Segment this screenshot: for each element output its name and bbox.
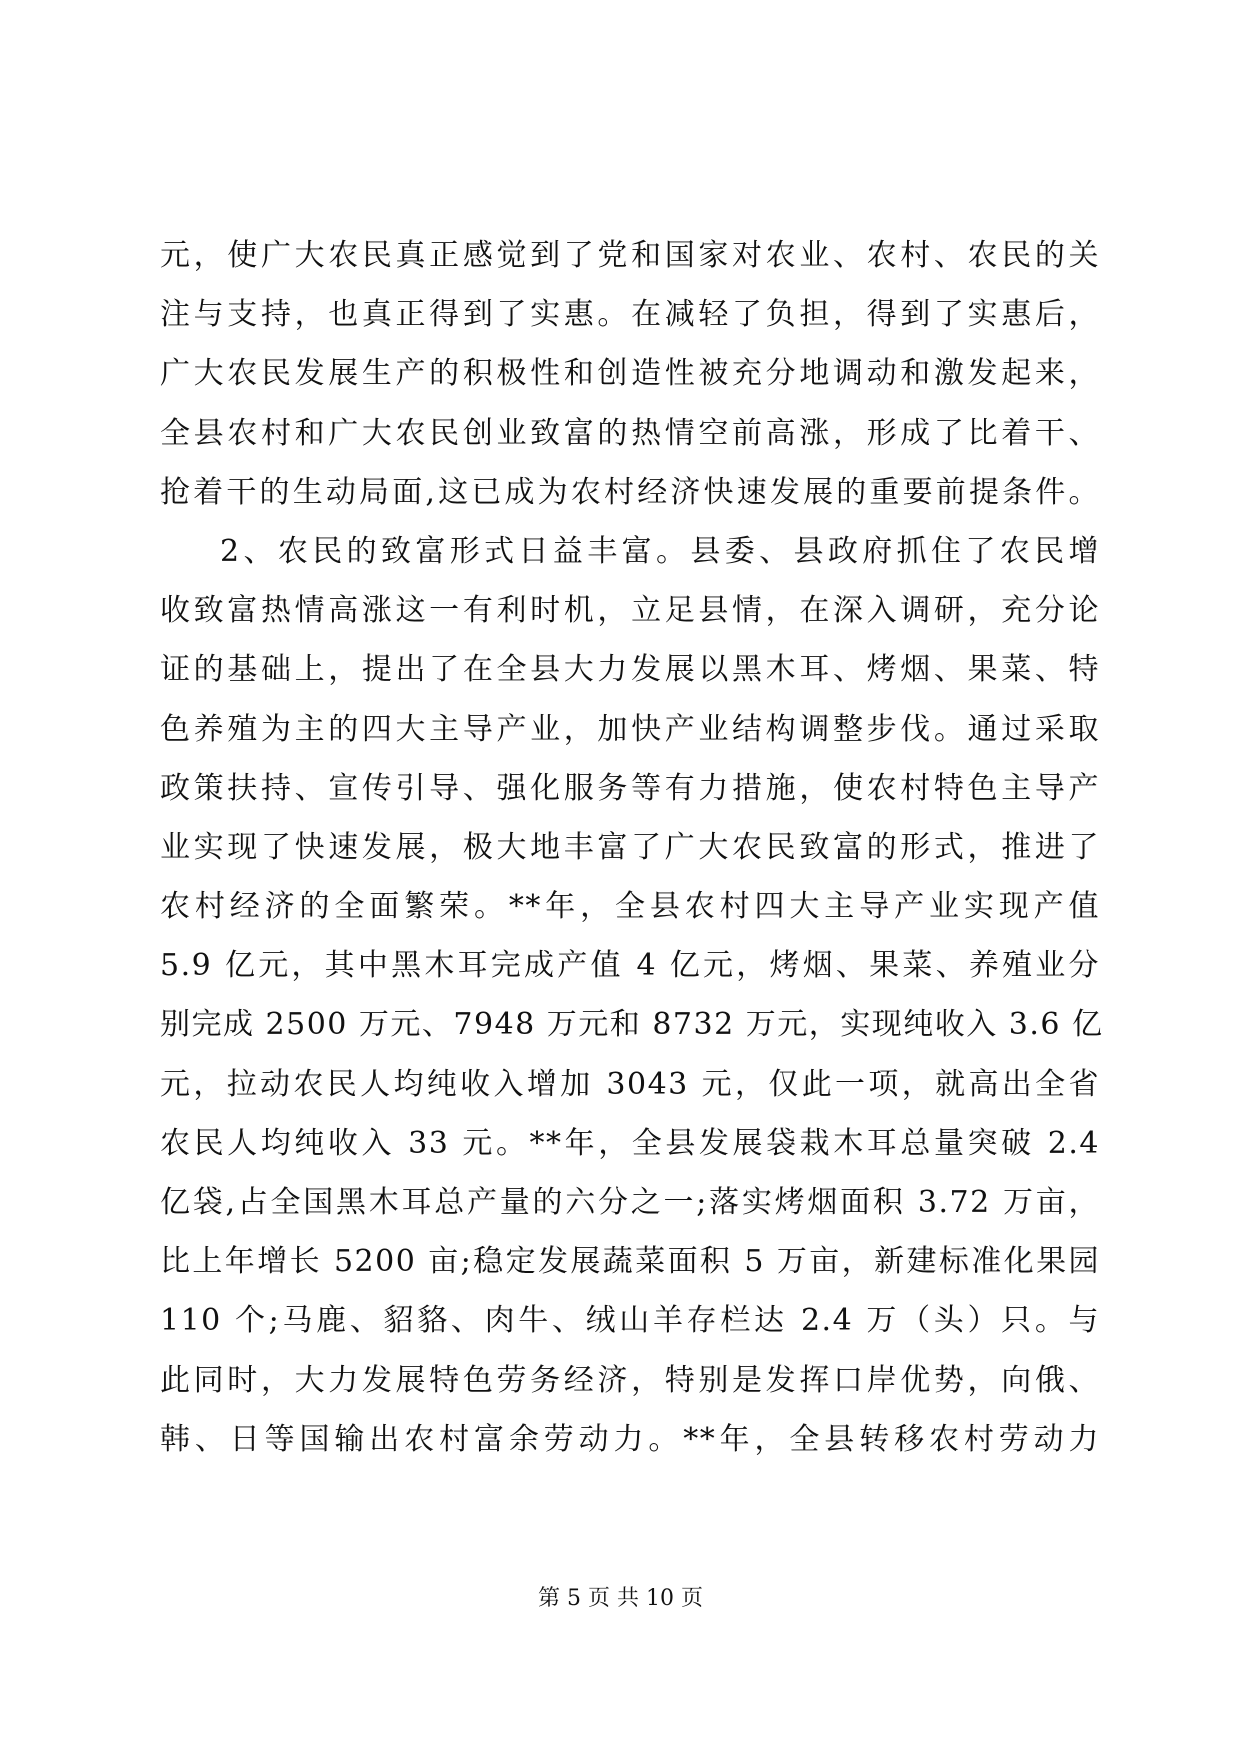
text-line: 110 个;马鹿、貂貉、肉牛、绒山羊存栏达 2.4 万（头）只。与 xyxy=(160,1303,1100,1339)
text-line: 农民人均纯收入 33 元。**年，全县发展袋栽木耳总量突破 2.4 xyxy=(160,1125,1100,1161)
text-line: 元，使广大农民真正感觉到了党和国家对农业、农村、农民的关 xyxy=(160,238,1100,273)
paragraph-start-line: 2、农民的致富形式日益丰富。县委、县政府抓住了农民增 xyxy=(220,533,1100,569)
text-line: 证的基础上，提出了在全县大力发展以黑木耳、烤烟、果菜、特 xyxy=(160,652,1100,688)
text-line: 注与支持，也真正得到了实惠。在减轻了负担，得到了实惠后， xyxy=(160,297,1100,333)
text-line: 全县农村和广大农民创业致富的热情空前高涨，形成了比着干、 xyxy=(160,415,1100,451)
text-line: 色养殖为主的四大主导产业，加快产业结构调整步伐。通过采取 xyxy=(160,711,1100,747)
text-line: 业实现了快速发展，极大地丰富了广大农民致富的形式，推进了 xyxy=(160,829,1100,865)
text-line: 收致富热情高涨这一有利时机，立足县情，在深入调研，充分论 xyxy=(160,593,1100,629)
text-line: 农村经济的全面繁荣。**年，全县农村四大主导产业实现产值 xyxy=(160,889,1100,925)
page-number-footer: 第 5 页 共 10 页 xyxy=(538,1586,703,1611)
text-line: 此同时，大力发展特色劳务经济，特别是发挥口岸优势，向俄、 xyxy=(160,1362,1100,1398)
text-line: 政策扶持、宣传引导、强化服务等有力措施，使农村特色主导产 xyxy=(160,770,1100,806)
text-line: 比上年增长 5200 亩;稳定发展蔬菜面积 5 万亩，新建标准化果园 xyxy=(160,1244,1100,1280)
text-line: 亿袋,占全国黑木耳总产量的六分之一;落实烤烟面积 3.72 万亩， xyxy=(160,1185,1100,1220)
text-line: 韩、日等国输出农村富余劳动力。**年，全县转移农村劳动力 xyxy=(160,1421,1100,1457)
text-line: 广大农民发展生产的积极性和创造性被充分地调动和激发起来， xyxy=(160,356,1100,392)
text-line: 别完成 2500 万元、7948 万元和 8732 万元，实现纯收入 3.6 亿 xyxy=(160,1007,1104,1043)
text-line: 元，拉动农民人均纯收入增加 3043 元，仅此一项，就高出全省 xyxy=(160,1066,1100,1102)
text-line: 抢着干的生动局面,这已成为农村经济快速发展的重要前提条件。 xyxy=(160,474,1100,510)
text-line: 5.9 亿元，其中黑木耳完成产值 4 亿元，烤烟、果菜、养殖业分 xyxy=(160,948,1100,984)
body-text xyxy=(160,226,1104,1469)
